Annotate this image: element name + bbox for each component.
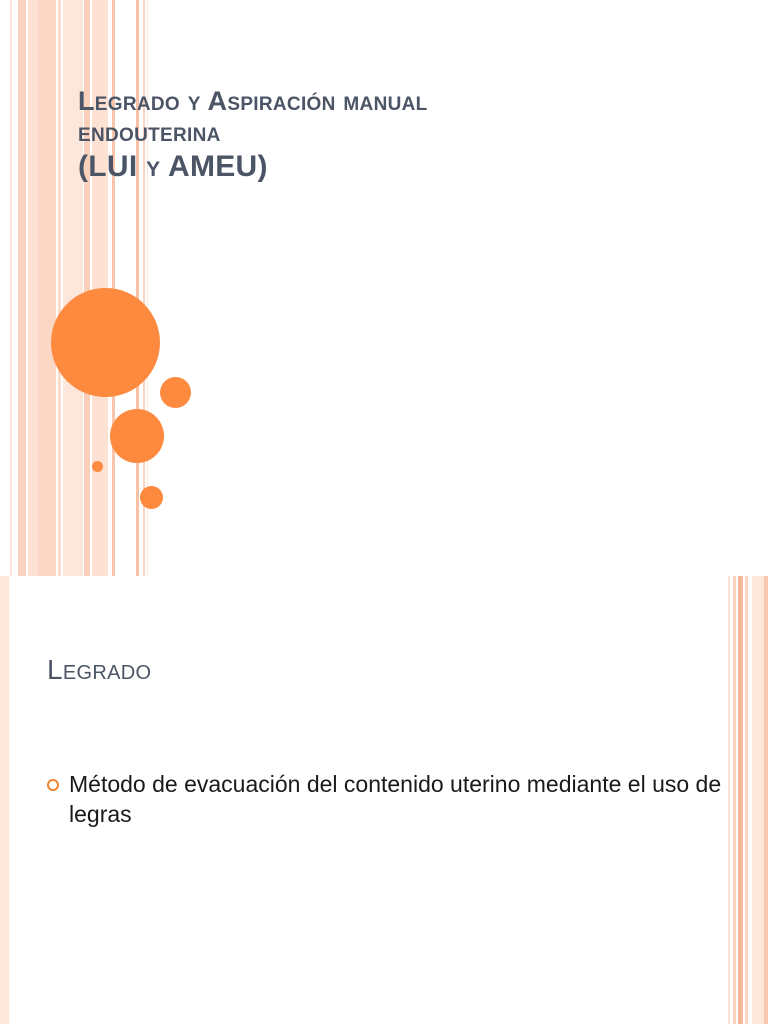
decorative-stripe xyxy=(745,576,748,1024)
presentation-title xyxy=(78,86,678,185)
decorative-stripe xyxy=(58,0,61,576)
slide-content xyxy=(0,576,768,1024)
decorative-circle-small xyxy=(160,377,191,408)
decorative-stripe xyxy=(10,0,12,576)
list-item xyxy=(47,770,723,830)
decorative-circle-medium xyxy=(110,409,164,463)
decorative-circle-small xyxy=(140,486,163,509)
title-line-2: endouterina xyxy=(78,117,221,148)
decorative-circle-large xyxy=(51,288,160,397)
title-line-1: Legrado y Aspiración manual xyxy=(78,86,428,116)
decorative-stripe xyxy=(738,576,743,1024)
bullet-ring-icon xyxy=(47,779,59,791)
bullet-list xyxy=(47,770,723,830)
section-heading: Legrado xyxy=(47,654,152,685)
decorative-circle-tiny xyxy=(92,461,103,472)
decorative-stripe xyxy=(18,0,26,576)
decorative-stripe xyxy=(733,576,736,1024)
decorative-stripe xyxy=(28,0,38,576)
decorative-stripe xyxy=(752,576,764,1024)
decorative-stripe xyxy=(728,576,730,1024)
decorative-stripe xyxy=(0,576,9,1024)
bullet-text: Método de evacuación del contenido uterino mediante el uso de legras xyxy=(69,771,722,827)
title-line-3: (LUI y AMEU) xyxy=(78,150,268,184)
decorative-stripe xyxy=(38,0,56,576)
decorative-stripe xyxy=(764,576,768,1024)
